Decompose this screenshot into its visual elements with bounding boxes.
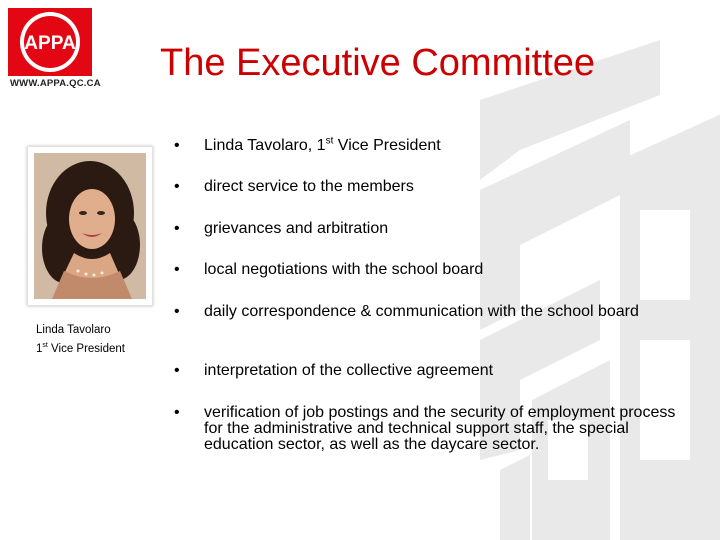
bullet-item: interpretation of the collective agreement bbox=[204, 362, 494, 379]
bullet-symbol: • bbox=[174, 303, 180, 320]
bullet-item: daily correspondence & communication with the school board bbox=[204, 303, 639, 320]
bullet-symbol: • bbox=[174, 178, 180, 195]
caption-name: Linda Tavolaro bbox=[36, 324, 111, 336]
bullet-item: grievances and arbitration bbox=[204, 220, 389, 237]
bullet-symbol: • bbox=[174, 362, 180, 379]
portrait-photo bbox=[27, 146, 153, 306]
bullet-symbol: • bbox=[174, 404, 180, 421]
caption-role: 1st Vice President bbox=[36, 342, 125, 355]
photo-caption bbox=[36, 323, 125, 357]
logo-url: WWW.APPA.QC.CA bbox=[10, 78, 101, 89]
bullet-item: verification of job postings and the security of employment process for the administrative and technical support staff, the special education sector, as well as the daycare sector. bbox=[204, 404, 676, 453]
bullet-item: local negotiations with the school board bbox=[204, 261, 484, 278]
logo-mark: APPA bbox=[24, 33, 76, 54]
bullet-symbol: • bbox=[174, 220, 180, 237]
bullet-item: Linda Tavolaro, 1st Vice President bbox=[204, 135, 441, 154]
bullet-item: direct service to the members bbox=[204, 178, 414, 195]
bullet-symbol: • bbox=[174, 137, 180, 154]
bullet-symbol: • bbox=[174, 261, 180, 278]
page-title: The Executive Committee bbox=[160, 42, 596, 84]
appa-watermark bbox=[460, 40, 720, 540]
